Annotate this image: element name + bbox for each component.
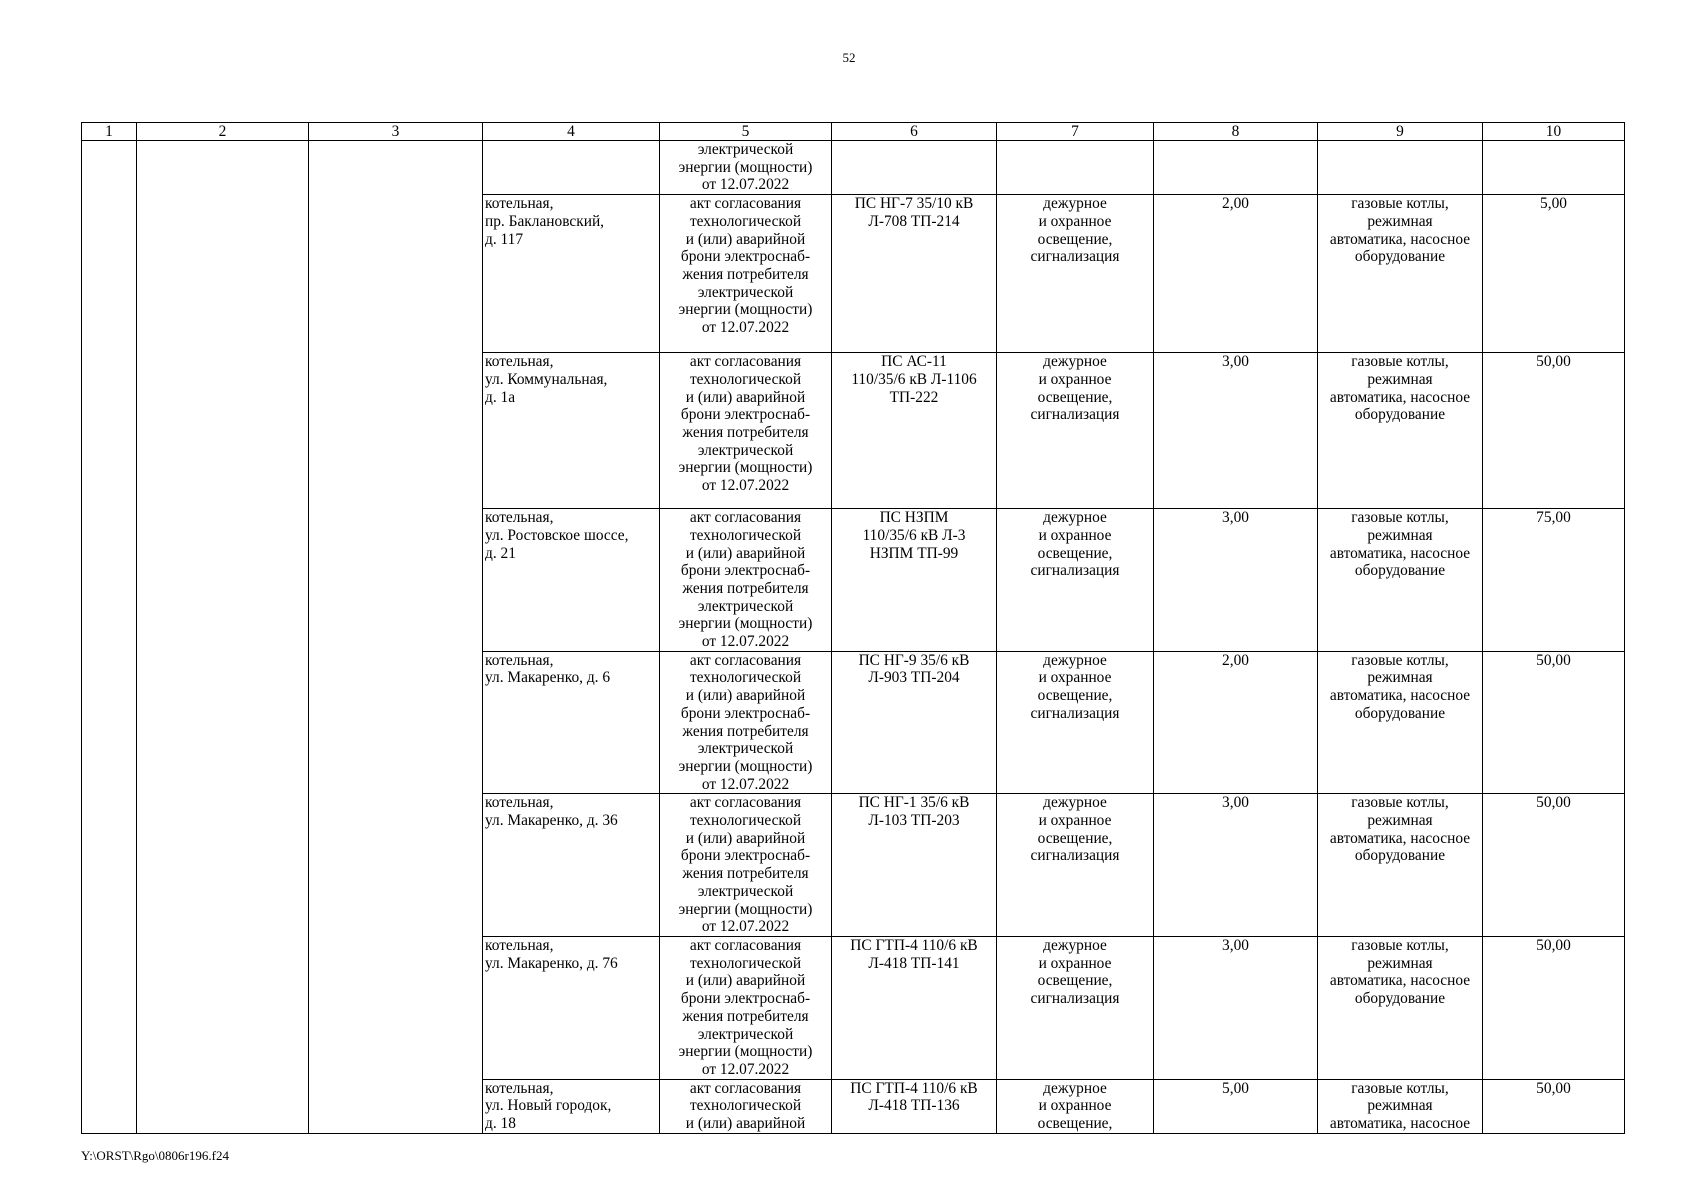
cell-document: акт согласования технологической и (или) аварийной брони электроснаб- жения потребителя электрической энергии (мощности) от 12.07.2022 [660, 936, 832, 1079]
cell-equipment: газовые котлы, режимная автоматика, насосное [1318, 1079, 1483, 1133]
cell-document: акт согласования технологической и (или) аварийной брони электроснаб- жения потребителя электрической энергии (мощности) от 12.07.2022 [660, 195, 832, 353]
footer-file-path: Y:\ORST\Rgo\0806r196.f24 [81, 1148, 229, 1163]
column-header-4: 4 [483, 123, 660, 141]
cell-value-10: 50,00 [1483, 353, 1625, 509]
column-header-10: 10 [1483, 123, 1625, 141]
cell-equipment: газовые котлы, режимная автоматика, насосное оборудование [1318, 353, 1483, 509]
cell-value-8 [1154, 141, 1318, 195]
cell-value-10 [1483, 141, 1625, 195]
cell-value-10: 50,00 [1483, 936, 1625, 1079]
cell-value-8: 3,00 [1154, 936, 1318, 1079]
cell-col1 [82, 141, 137, 1134]
cell-equipment: газовые котлы, режимная автоматика, насосное оборудование [1318, 794, 1483, 937]
cell-power-source: ПС НГ-9 35/6 кВ Л-903 ТП-204 [832, 651, 997, 794]
cell-equipment [1318, 141, 1483, 195]
page-number: 52 [842, 50, 856, 65]
cell-location: котельная, ул. Макаренко, д. 6 [483, 651, 660, 794]
data-table [81, 122, 1625, 1134]
cell-location [483, 141, 660, 195]
cell-document: акт согласования технологической и (или) аварийной брони электроснаб- жения потребителя электрической энергии (мощности) от 12.07.2022 [660, 353, 832, 509]
cell-purpose [997, 141, 1154, 195]
column-header-1: 1 [82, 123, 137, 141]
cell-value-10: 5,00 [1483, 195, 1625, 353]
cell-location: котельная, ул. Коммунальная, д. 1а [483, 353, 660, 509]
cell-location: котельная, ул. Ростовское шоссе, д. 21 [483, 509, 660, 652]
cell-document: акт согласования технологической и (или) аварийной брони электроснаб- жения потребителя электрической энергии (мощности) от 12.07.2022 [660, 509, 832, 652]
column-header-9: 9 [1318, 123, 1483, 141]
cell-purpose: дежурное и охранное освещение, сигнализация [997, 353, 1154, 509]
cell-document: электрической энергии (мощности) от 12.07.2022 [660, 141, 832, 195]
cell-value-8: 2,00 [1154, 651, 1318, 794]
cell-purpose: дежурное и охранное освещение, сигнализация [997, 651, 1154, 794]
cell-value-10: 75,00 [1483, 509, 1625, 652]
cell-purpose: дежурное и охранное освещение, [997, 1079, 1154, 1133]
cell-location: котельная, ул. Новый городок, д. 18 [483, 1079, 660, 1133]
cell-power-source: ПС ГТП-4 110/6 кВ Л-418 ТП-136 [832, 1079, 997, 1133]
cell-value-8: 3,00 [1154, 353, 1318, 509]
cell-col3 [309, 141, 483, 1134]
cell-location: котельная, ул. Макаренко, д. 36 [483, 794, 660, 937]
cell-value-8: 2,00 [1154, 195, 1318, 353]
cell-value-10: 50,00 [1483, 794, 1625, 937]
cell-document: акт согласования технологической и (или) аварийной брони электроснаб- жения потребителя электрической энергии (мощности) от 12.07.2022 [660, 651, 832, 794]
column-header-7: 7 [997, 123, 1154, 141]
cell-power-source: ПС НЗПМ 110/35/6 кВ Л-3 НЗПМ ТП-99 [832, 509, 997, 652]
cell-equipment: газовые котлы, режимная автоматика, насосное оборудование [1318, 195, 1483, 353]
cell-location: котельная, пр. Баклановский, д. 117 [483, 195, 660, 353]
cell-value-10: 50,00 [1483, 651, 1625, 794]
cell-power-source [832, 141, 997, 195]
column-header-8: 8 [1154, 123, 1318, 141]
cell-value-8: 3,00 [1154, 509, 1318, 652]
cell-purpose: дежурное и охранное освещение, сигнализация [997, 195, 1154, 353]
cell-value-8: 3,00 [1154, 794, 1318, 937]
cell-value-10: 50,00 [1483, 1079, 1625, 1133]
cell-power-source: ПС НГ-7 35/10 кВ Л-708 ТП-214 [832, 195, 997, 353]
cell-location: котельная, ул. Макаренко, д. 76 [483, 936, 660, 1079]
cell-purpose: дежурное и охранное освещение, сигнализация [997, 936, 1154, 1079]
column-header-5: 5 [660, 123, 832, 141]
cell-power-source: ПС АС-11 110/35/6 кВ Л-1106 ТП-222 [832, 353, 997, 509]
cell-equipment: газовые котлы, режимная автоматика, насосное оборудование [1318, 651, 1483, 794]
cell-equipment: газовые котлы, режимная автоматика, насосное оборудование [1318, 936, 1483, 1079]
table-row [82, 141, 1625, 195]
cell-purpose: дежурное и охранное освещение, сигнализация [997, 509, 1154, 652]
column-header-2: 2 [137, 123, 309, 141]
header-row [82, 123, 1625, 141]
cell-col2 [137, 141, 309, 1134]
cell-power-source: ПС НГ-1 35/6 кВ Л-103 ТП-203 [832, 794, 997, 937]
column-header-3: 3 [309, 123, 483, 141]
cell-power-source: ПС ГТП-4 110/6 кВ Л-418 ТП-141 [832, 936, 997, 1079]
cell-value-8: 5,00 [1154, 1079, 1318, 1133]
cell-purpose: дежурное и охранное освещение, сигнализация [997, 794, 1154, 937]
cell-equipment: газовые котлы, режимная автоматика, насосное оборудование [1318, 509, 1483, 652]
column-header-6: 6 [832, 123, 997, 141]
cell-document: акт согласования технологической и (или) аварийной брони электроснаб- жения потребителя электрической энергии (мощности) от 12.07.2022 [660, 794, 832, 937]
cell-document: акт согласования технологической и (или) аварийной [660, 1079, 832, 1133]
